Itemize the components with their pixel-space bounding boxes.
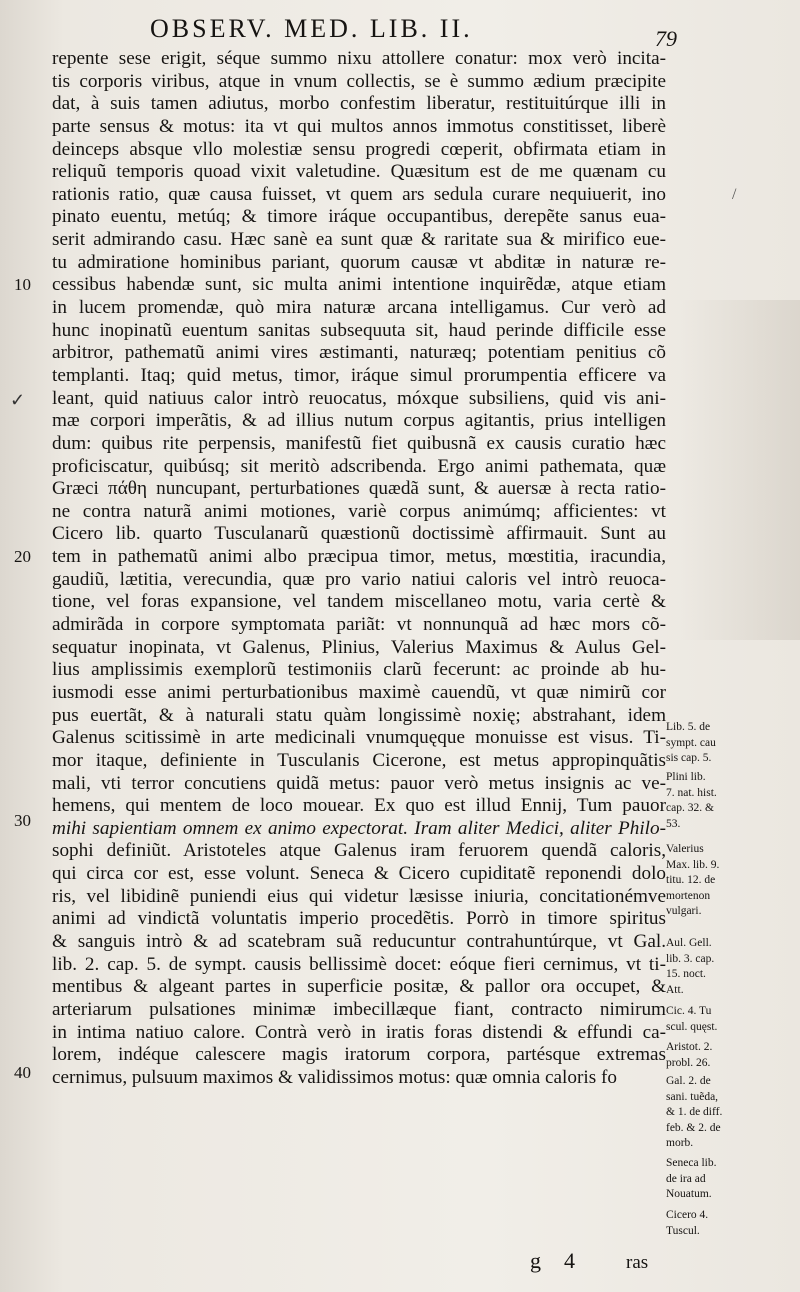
margin-note-line: Att. [666, 983, 684, 996]
text-line: mæ corpori imperãtis, & ad illius nutum corpus agitantis, prius intelligen [52, 410, 666, 432]
text-line: gaudiũ, lætitia, verecundia, quæ pro vario natiui caloris vel intrò reuoca- [52, 568, 666, 590]
margin-note-line: titu. 12. de [666, 874, 716, 886]
text-line: tem in pathematũ animi albo præcipua timor, metus, mœstitia, iracundia, [52, 546, 666, 568]
margin-note [666, 936, 738, 998]
page-number: 79 [655, 26, 677, 51]
signature-mark-number: 4 [564, 1248, 575, 1273]
text-line: serit admirando casu. Hæc sanè ea sunt quæ & raritate sua & mirifico eue- [52, 229, 666, 251]
margin-note-line: Cicero 4. [666, 1209, 709, 1221]
margin-note [666, 1074, 738, 1152]
text-line: mentibus & algeant partes in superficie positæ, & pallor ora occupet, & [52, 976, 666, 998]
body-text [52, 48, 666, 1089]
margin-note [666, 770, 738, 832]
line-number-10: 10 [14, 275, 31, 294]
margin-note [666, 1004, 738, 1035]
margin-note-line: 7. nat. hist. [666, 786, 717, 799]
text-line: mihi sapientiam omnem ex animo expectorat. Iram aliter Medici, aliter Philo- [52, 817, 666, 839]
margin-note [666, 1208, 738, 1239]
text-line: reliquũ temporis quoad vixit valetudine. Quæsitum est de me quænam cu [52, 161, 666, 183]
margin-note-line: 53. [666, 817, 681, 830]
text-line: hunc inopinatũ euentum sanitas subsequuta sit, haud perinde difficile esse [52, 319, 666, 341]
text-line: in lucem promendæ, quò mira naturæ arcana intelligamus. Cur verò ad [52, 297, 666, 319]
text-line: rationis ratio, quæ causa fuisset, vt quem ars sedula curare nequiuerit, ino [52, 183, 666, 205]
text-line: proficiscatur, quibúsq; sit meritò adscribenda. Ergo animi pathemata, quæ [52, 455, 666, 477]
margin-note-line: Seneca lib. [666, 1157, 717, 1169]
margin-note-line: scul. quęst. [666, 1020, 718, 1033]
text-line: mali, vti terror concutiens quidã metus: pauor verò metus insignis ac ve- [52, 772, 666, 794]
text-line: sophi definiũt. Aristoteles atque Galenus iram feruorem quendã caloris, [52, 840, 666, 862]
text-line: parte sensus & motus: ita vt qui multos annos immotus constitisset, liberè [52, 115, 666, 137]
text-line: leant, quid natiuus calor intrò reuocatus, móxque subsiliens, quid vis ani- [52, 387, 666, 409]
margin-note-line: & 1. de diff. [666, 1106, 723, 1118]
text-line: Galenus scitissimè in arte medicinali vnumquęque monuisse est visus. Ti- [52, 727, 666, 749]
text-line: iusmodi esse animi perturbationibus maximè cauendũ, vt quæ nimirũ cor [52, 681, 666, 703]
margin-note-line: Gal. 2. de [666, 1075, 711, 1087]
margin-note-line: Max. lib. 9. [666, 858, 720, 871]
text-line: templanti. Itaq; quid metus, timor, iráque simul prorumpentia efficere va [52, 364, 666, 386]
margin-note-line: Plini lib. [666, 771, 706, 783]
margin-note [666, 842, 738, 920]
margin-note-line: cap. 32. & [666, 802, 714, 814]
text-line: admirãda in corpore symptomata pariãt: vt nonnunquã ad hæc mors cõ- [52, 614, 666, 636]
margin-note-line: sis cap. 5. [666, 752, 712, 764]
text-line: ris, vel libidinẽ puniendi eius qui videtur læsisse iniuria, concitationémve [52, 885, 666, 907]
margin-note-line: sympt. cau [666, 736, 716, 749]
margin-note-line: 15. noct. [666, 968, 706, 980]
margin-note-line: Aul. Gell. [666, 937, 712, 949]
text-line: tis corporis viribus, atque in vnum collectis, se è summo ædium præcipite [52, 70, 666, 92]
margin-note-line: Nouatum. [666, 1188, 712, 1200]
text-line: ne contra naturã animi motiones, variè corpus animúmq; afficientes: vt [52, 500, 666, 522]
margin-note-line: vulgari. [666, 905, 702, 917]
text-line: cernimus, pulsuum maximos & validissimos motus: quæ omnia caloris fo [52, 1066, 617, 1088]
line-number-20: 20 [14, 547, 31, 566]
line-number-30: 30 [14, 811, 31, 830]
margin-note [666, 1040, 738, 1071]
text-line: arteriarum pulsationes minimæ imbecillæque fiant, contracto nimirum [52, 998, 666, 1020]
text-line: tu admiratione hominibus pariant, quorum causæ vt abditæ in naturæ re- [52, 251, 666, 273]
margin-note-line: Cic. 4. Tu [666, 1005, 712, 1017]
margin-note-line: Valerius [666, 843, 704, 855]
text-line: pinato euentu, metúq; & timore iráque occupantibus, derepẽte sanus eua- [52, 206, 666, 228]
text-line: arbitror, pathematũ animi vires æstimanti, naturæq; potentiam penitius cõ [52, 342, 666, 364]
text-line: animi ad vindictã voluntatis imperio procedẽtis. Porrò in timore spiritus [52, 908, 666, 930]
margin-note-line: Lib. 5. de [666, 721, 711, 733]
margin-note [666, 1156, 738, 1203]
signature-mark-letter: g [530, 1248, 541, 1273]
text-line: & sanguis intrò & ad scatebram suã reducuntur contrahuntúrque, vt Gal. [52, 930, 666, 952]
text-line: sequatur inopinata, vt Galenus, Plinius, Valerius Maximus & Aulus Gel- [52, 636, 666, 658]
text-line: pus euertãt, & à naturali statu quàm longissimè noxię; abstrahant, idem [52, 704, 666, 726]
margin-note-line: Aristot. 2. [666, 1041, 713, 1053]
show-through-shadow [680, 300, 800, 640]
text-line: lius amplissimis exemplorũ testimoniis clarũ fecerunt: ac proinde ab hu- [52, 659, 666, 681]
text-line: qui circa cor est, esse volunt. Seneca & Cicero cupiditatẽ reponendi dolo [52, 863, 666, 885]
ink-mark: / [732, 186, 737, 203]
text-line: lib. 2. cap. 5. de sympt. causis bellissimè docet: eóque fieri cernimus, vt ti- [52, 953, 666, 975]
margin-note-line: morb. [666, 1137, 694, 1149]
text-line: lorem, indéque calescere magis iratorum corpora, partésque extremas [52, 1044, 666, 1066]
text-line: dum: quibus rite perpensis, manifestũ fiet quibusnã ex causis curatio hæc [52, 432, 666, 454]
running-title: OBSERV. MED. LIB. II. [150, 14, 473, 43]
margin-note-line: Tuscul. [666, 1224, 700, 1237]
text-line: deinceps absque vllo molestiæ sensu progredi cœperit, obfirmata etiam in [52, 138, 666, 160]
text-line: dat, à suis tamen adiutus, morbo confestim liberatur, restituitúrque illi in [52, 93, 666, 115]
text-line: Cicero lib. quarto Tusculanarũ quæstionũ doctissimè affirmauit. Sunt au [52, 523, 666, 545]
text-line: tione, vel foras expansione, vel tandem miscellaneo motu, varia certè & [52, 591, 666, 613]
margin-note [666, 720, 738, 767]
text-line: hemens, qui mentem de loco mouear. Ex quo est illud Ennij, Tum pauor [52, 795, 666, 817]
text-line: Græci πάθη nuncupant, perturbationes quædã sunt, & auersæ à recta ratio- [52, 478, 666, 500]
margin-note-line: sani. tuẽda, [666, 1090, 719, 1103]
line-number-40: 40 [14, 1063, 31, 1082]
margin-note-line: de ira ad [666, 1172, 706, 1185]
margin-note-line: mortenon [666, 889, 711, 902]
text-line: mor itaque, definiente in Tusculanis Cicerone, est metus appropinquãtis [52, 749, 666, 771]
text-line: cessibus habendæ sunt, sic multa animi intentione inquirẽdæ, atque etiam [52, 274, 666, 296]
margin-note-line: feb. & 2. de [666, 1121, 721, 1134]
margin-note-line: probl. 26. [666, 1056, 711, 1069]
catchword: ras [626, 1252, 649, 1273]
text-line: repente sese erigit, séque summo nixu attollere conatur: mox verò incita- [52, 48, 666, 69]
margin-note-line: lib. 3. cap. [666, 952, 715, 965]
ink-mark: ✓ [10, 390, 26, 410]
text-line: in intima natiuo calore. Contrà verò in iratis foras distendi & effundi ca- [52, 1021, 666, 1043]
